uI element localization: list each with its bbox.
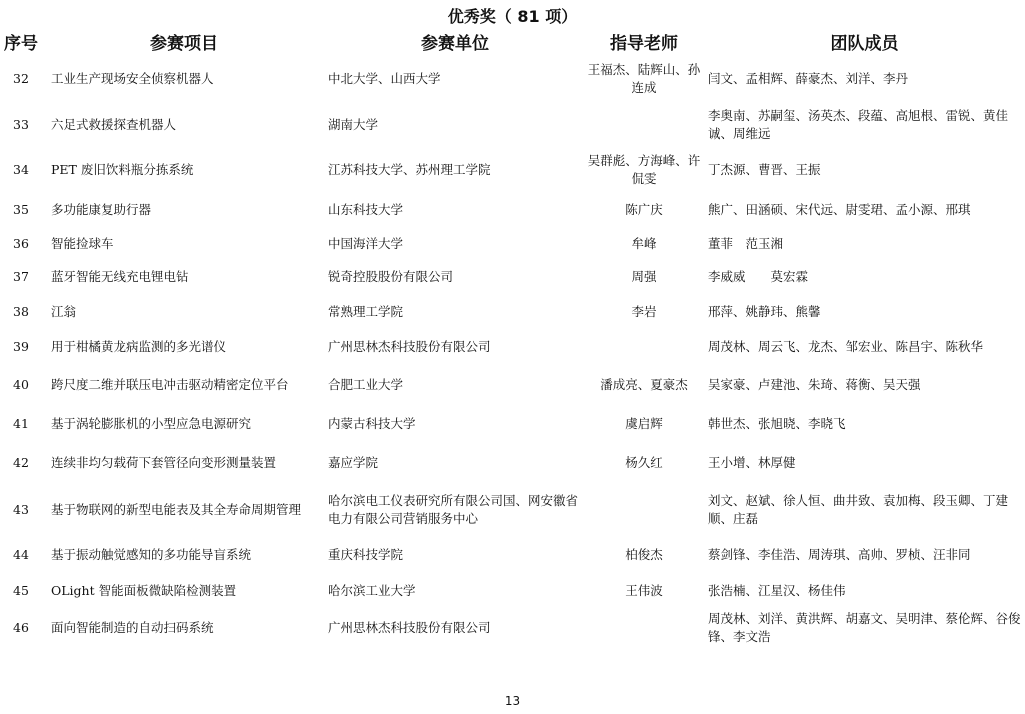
header-row	[0, 26, 1025, 56]
cell-unit: 合肥工业大学	[328, 377, 404, 392]
cell-teacher: 潘成亮、夏豪杰	[600, 377, 688, 392]
table-row	[0, 192, 1025, 227]
cell-unit: 江苏科技大学、苏州理工学院	[328, 162, 491, 177]
page-title: 优秀奖（ 81 项）	[447, 7, 578, 26]
header-project: 参赛项目	[150, 33, 218, 54]
cell-no: 40	[13, 377, 29, 392]
cell-project: OLight 智能面板微缺陷检测装置	[51, 583, 237, 598]
page-number: 13	[504, 694, 521, 708]
cell-teacher: 牟峰	[631, 235, 657, 251]
table-row	[0, 227, 1025, 260]
cell-teacher	[584, 609, 704, 647]
cell-teacher: 虞启辉	[625, 416, 663, 431]
table-row	[0, 483, 1025, 537]
table-row	[0, 260, 1025, 294]
table-row	[0, 537, 1025, 573]
cell-project: PET 废旧饮料瓶分拣系统	[51, 162, 194, 177]
cell-team: 丁杰源、曹晋、王振	[708, 162, 821, 177]
cell-no: 41	[13, 416, 29, 431]
cell-team: 闫文、孟相辉、薛豪杰、刘洋、李丹	[708, 71, 909, 86]
cell-project: 工业生产现场安全侦察机器人	[51, 71, 214, 86]
cell-team: 周茂林、周云飞、龙杰、邹宏业、陈昌宇、陈秋华	[708, 339, 984, 354]
cell-team: 邢萍、姚静玮、熊馨	[708, 303, 821, 319]
table-row	[0, 102, 1025, 148]
cell-team: 周茂林、刘洋、黄洪辉、胡嘉文、吴明津、蔡伦辉、谷俊锋、李文浩	[708, 611, 1021, 644]
header-teacher: 指导老师	[610, 33, 678, 54]
header-no: 序号	[4, 33, 38, 54]
cell-no: 35	[13, 201, 29, 217]
cell-team: 李奥南、苏嗣玺、汤英杰、段蕴、高旭根、雷锐、黄佳诚、周维远	[708, 108, 1009, 141]
cell-teacher	[584, 102, 704, 148]
cell-project: 基于物联网的新型电能表及其全寿命周期管理	[51, 502, 302, 517]
cell-project: 基于涡轮膨胀机的小型应急电源研究	[51, 416, 252, 431]
cell-project: 用于柑橘黄龙病监测的多光谱仪	[51, 339, 227, 354]
cell-no: 38	[13, 303, 29, 319]
cell-unit: 内蒙古科技大学	[328, 416, 416, 431]
cell-no: 45	[13, 583, 29, 598]
cell-team: 蔡剑锋、李佳浩、周涛琪、高帅、罗桢、汪非同	[708, 547, 971, 562]
cell-team: 熊广、田涵硕、宋代远、尉雯珺、孟小源、邢琪	[708, 201, 971, 217]
table-row	[0, 294, 1025, 329]
cell-teacher: 柏俊杰	[625, 547, 663, 562]
cell-team: 王小增、林厚健	[708, 455, 796, 470]
cell-project: 智能捡球车	[51, 235, 114, 251]
cell-unit: 湖南大学	[328, 117, 379, 132]
table-row	[0, 573, 1025, 609]
cell-team: 吴家豪、卢建池、朱琦、蒋衡、吴天强	[708, 377, 921, 392]
cell-project: 基于振动触觉感知的多功能导盲系统	[51, 547, 252, 562]
cell-unit: 常熟理工学院	[328, 303, 404, 319]
table-row	[0, 329, 1025, 365]
cell-project: 面向智能制造的自动扫码系统	[51, 620, 214, 635]
cell-teacher: 周强	[631, 269, 657, 284]
cell-no: 33	[13, 117, 29, 132]
table-row	[0, 609, 1025, 647]
cell-no: 44	[13, 547, 29, 562]
cell-team: 董菲 范玉湘	[708, 235, 784, 251]
cell-no: 32	[13, 71, 29, 86]
cell-no: 36	[13, 235, 29, 251]
cell-teacher: 吴群彪、方海峰、许侃雯	[587, 153, 701, 186]
cell-teacher	[584, 329, 704, 365]
cell-team: 刘文、赵斌、徐人恒、曲井致、袁加梅、段玉卿、丁建顺、庄磊	[708, 493, 1009, 526]
cell-teacher: 李岩	[631, 303, 657, 319]
table-row	[0, 443, 1025, 483]
cell-no: 46	[13, 620, 29, 635]
cell-project: 六足式救援探查机器人	[51, 117, 177, 132]
cell-team: 韩世杰、张旭晓、李晓飞	[708, 416, 846, 431]
cell-teacher: 杨久红	[625, 455, 663, 470]
cell-unit: 嘉应学院	[328, 455, 379, 470]
cell-no: 42	[13, 455, 29, 470]
cell-unit: 中国海洋大学	[328, 235, 404, 251]
cell-no: 43	[13, 502, 29, 517]
cell-teacher: 王伟波	[625, 583, 663, 598]
table-row	[0, 365, 1025, 405]
table-row	[0, 405, 1025, 443]
cell-unit: 山东科技大学	[328, 201, 404, 217]
cell-unit: 哈尔滨电工仪表研究所有限公司国、网安徽省电力有限公司营销服务中心	[328, 493, 579, 526]
cell-teacher: 王福杰、陆辉山、孙连成	[587, 62, 701, 95]
header-unit: 参赛单位	[421, 33, 489, 54]
cell-unit: 重庆科技学院	[328, 547, 404, 562]
cell-unit: 中北大学、山西大学	[328, 71, 441, 86]
cell-no: 39	[13, 339, 29, 354]
cell-team: 李威威 莫宏霖	[708, 269, 809, 284]
cell-teacher	[584, 483, 704, 537]
cell-unit: 哈尔滨工业大学	[328, 583, 416, 598]
cell-unit: 锐奇控股股份有限公司	[328, 269, 454, 284]
cell-unit: 广州思林杰科技股份有限公司	[328, 620, 491, 635]
cell-teacher: 陈广庆	[625, 201, 663, 217]
cell-no: 37	[13, 269, 29, 284]
cell-project: 跨尺度二维并联压电冲击驱动精密定位平台	[51, 377, 289, 392]
table-row	[0, 56, 1025, 102]
table-row	[0, 148, 1025, 192]
cell-unit: 广州思林杰科技股份有限公司	[328, 339, 491, 354]
cell-project: 江翁	[51, 303, 77, 319]
cell-project: 蓝牙智能无线充电锂电钻	[51, 269, 189, 284]
cell-project: 多功能康复助行器	[51, 201, 152, 217]
cell-project: 连续非均匀载荷下套管径向变形测量装置	[51, 455, 277, 470]
header-team: 团队成员	[830, 33, 899, 54]
cell-team: 张浩楠、江星汉、杨佳伟	[708, 583, 846, 598]
awards-table	[0, 26, 1025, 647]
cell-no: 34	[13, 162, 29, 177]
